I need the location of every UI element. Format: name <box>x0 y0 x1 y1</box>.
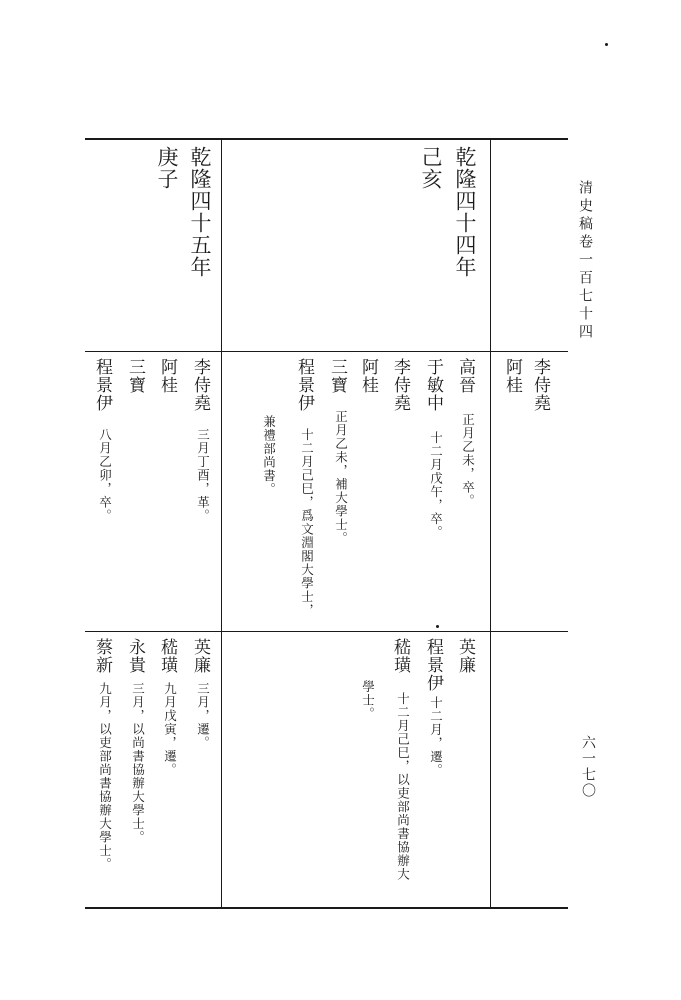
grand-secretary-name: 阿桂 <box>157 358 177 394</box>
page-speck <box>436 625 439 628</box>
grand-secretary-name: 李侍堯 <box>530 358 550 412</box>
section-divider-grand <box>85 631 568 632</box>
assistant-secretary-name: 程景伊 <box>423 638 443 692</box>
grand-secretary-name: 三寶 <box>125 358 145 394</box>
row-divider-1 <box>490 138 491 909</box>
ganzhi-label: 庚子 <box>155 146 179 190</box>
grand-secretary-note: 十二月戊午，卒。 <box>428 431 444 539</box>
year-label: 乾隆四十五年 <box>188 146 212 278</box>
running-head: 清史稿卷一百七十四 <box>577 180 593 342</box>
grand-secretary-note: 三月丁酉，革。 <box>195 428 211 523</box>
assistant-secretary-note-cont: 學士。 <box>360 680 376 721</box>
grand-secretary-name: 阿桂 <box>502 358 522 394</box>
assistant-secretary-note: 九月戊寅，遷。 <box>162 682 178 777</box>
assistant-secretary-note: 十二月己巳，以吏部尚書協辦大 <box>395 692 411 881</box>
ganzhi-label: 己亥 <box>419 146 443 190</box>
grand-secretary-note: 正月乙未，補大學士。 <box>333 410 349 545</box>
grand-secretary-note-cont: 兼禮部尚書。 <box>261 415 277 496</box>
assistant-secretary-name: 英廉 <box>455 638 475 674</box>
grand-secretary-note: 十二月己巳，爲文淵閣大學士， <box>299 428 315 617</box>
table-top-rule <box>85 138 568 140</box>
assistant-secretary-name: 嵇璜 <box>390 638 410 674</box>
assistant-secretary-name: 蔡新 <box>92 638 112 674</box>
grand-secretary-note: 正月乙未，卒。 <box>460 413 476 508</box>
assistant-secretary-note: 十二月，遷。 <box>428 696 444 777</box>
year-label: 乾隆四十四年 <box>453 146 477 278</box>
assistant-secretary-note: 九月，以吏部尚書協辦大學士。 <box>97 682 113 871</box>
assistant-secretary-name: 永貴 <box>125 638 145 674</box>
grand-secretary-name: 程景伊 <box>294 358 314 412</box>
assistant-secretary-note: 三月，以尚書協辦大學士。 <box>130 682 146 844</box>
section-divider-year <box>85 351 568 352</box>
grand-secretary-note: 八月乙卯，卒。 <box>97 428 113 523</box>
assistant-secretary-name: 嵇璜 <box>157 638 177 674</box>
assistant-secretary-note: 三月，遷。 <box>195 682 211 750</box>
grand-secretary-name: 程景伊 <box>92 358 112 412</box>
grand-secretary-name: 高晉 <box>455 358 475 394</box>
grand-secretary-name: 三寶 <box>327 358 347 394</box>
grand-secretary-name: 李侍堯 <box>390 358 410 412</box>
page-number: 六一七〇 <box>580 735 596 799</box>
grand-secretary-name: 李侍堯 <box>190 358 210 412</box>
row-divider-2 <box>221 138 222 909</box>
grand-secretary-name: 阿桂 <box>358 358 378 394</box>
table-bottom-rule <box>85 907 568 909</box>
grand-secretary-name: 于敏中 <box>423 358 443 412</box>
page-speck <box>605 43 608 46</box>
assistant-secretary-name: 英廉 <box>190 638 210 674</box>
